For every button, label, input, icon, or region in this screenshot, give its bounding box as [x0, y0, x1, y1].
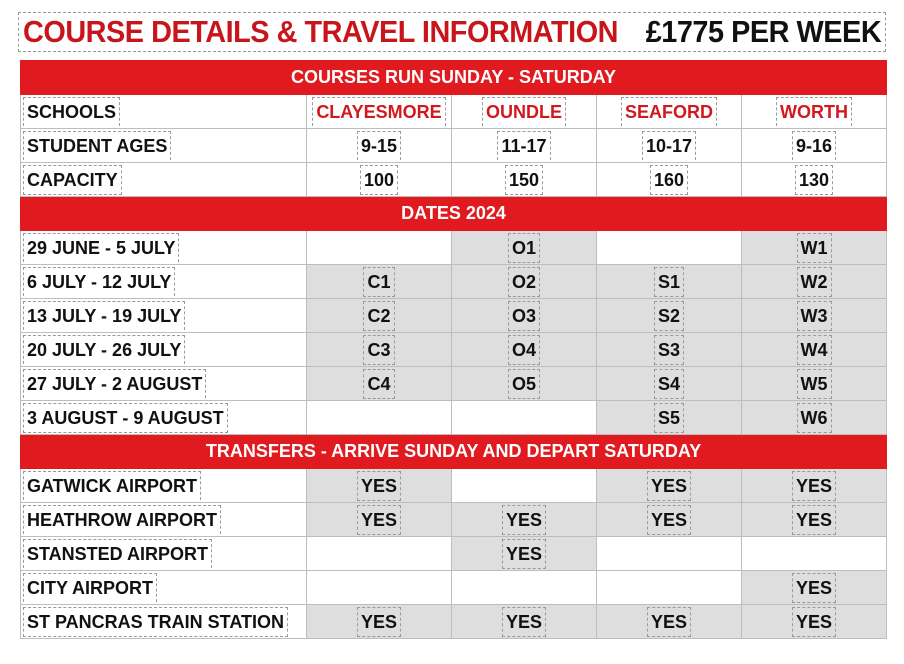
- date-code-cell: [307, 231, 452, 265]
- transfer-value: YES: [792, 505, 836, 535]
- course-code: C1: [363, 267, 394, 297]
- transfer-label: CITY AIRPORT: [23, 573, 157, 602]
- row-label: [21, 503, 307, 537]
- course-code: O3: [508, 301, 540, 331]
- capacity-value: 130: [795, 165, 833, 195]
- row-label: [21, 265, 307, 299]
- courses-band: COURSES RUN SUNDAY - SATURDAY: [21, 61, 887, 95]
- age-cell: [597, 129, 742, 163]
- row-label: [21, 163, 307, 197]
- course-code: C4: [363, 369, 394, 399]
- dates-band: DATES 2024: [21, 197, 887, 231]
- date-code-cell: [307, 401, 452, 435]
- transfer-cell: [597, 537, 742, 571]
- date-label: 27 JULY - 2 AUGUST: [23, 369, 206, 398]
- capacity-value: 150: [505, 165, 543, 195]
- date-code-cell: [597, 231, 742, 265]
- age-cell: [307, 129, 452, 163]
- transfer-value: YES: [647, 471, 691, 501]
- date-code-cell: [452, 333, 597, 367]
- date-label: 6 JULY - 12 JULY: [23, 267, 175, 296]
- date-code-cell: [307, 333, 452, 367]
- school-name: OUNDLE: [482, 97, 566, 126]
- date-code-cell: [307, 265, 452, 299]
- date-label: 13 JULY - 19 JULY: [23, 301, 185, 330]
- date-code-cell: [597, 265, 742, 299]
- course-code: S3: [654, 335, 684, 365]
- date-code-cell: [742, 265, 887, 299]
- capacity-cell: [742, 163, 887, 197]
- course-code: W1: [797, 233, 832, 263]
- row-label: [21, 537, 307, 571]
- row-label: [21, 571, 307, 605]
- course-code: S4: [654, 369, 684, 399]
- capacity-value: 100: [360, 165, 398, 195]
- date-row: [21, 333, 887, 367]
- school-name: SEAFORD: [621, 97, 717, 126]
- date-row: [21, 231, 887, 265]
- capacity-row: [21, 163, 887, 197]
- age-value: 9-16: [792, 131, 836, 160]
- schools-label: SCHOOLS: [23, 97, 120, 126]
- date-code-cell: [742, 333, 887, 367]
- row-label: [21, 367, 307, 401]
- age-cell: [452, 129, 597, 163]
- row-label: [21, 299, 307, 333]
- row-label: [21, 605, 307, 639]
- transfer-cell: [452, 469, 597, 503]
- school-cell: [742, 95, 887, 129]
- capacity-value: 160: [650, 165, 688, 195]
- transfer-cell: [742, 571, 887, 605]
- ages-label: STUDENT AGES: [23, 131, 171, 160]
- header-bar: [18, 12, 886, 52]
- capacity-label: CAPACITY: [23, 165, 122, 195]
- transfers-band: TRANSFERS - ARRIVE SUNDAY AND DEPART SATURDAY: [21, 435, 887, 469]
- course-code: S1: [654, 267, 684, 297]
- date-row: [21, 401, 887, 435]
- course-code: C2: [363, 301, 394, 331]
- transfer-cell: [742, 537, 887, 571]
- school-cell: [597, 95, 742, 129]
- capacity-cell: [452, 163, 597, 197]
- transfer-row: [21, 469, 887, 503]
- transfer-cell: [742, 605, 887, 639]
- date-code-cell: [452, 367, 597, 401]
- course-code: O2: [508, 267, 540, 297]
- date-code-cell: [597, 299, 742, 333]
- course-code: S5: [654, 403, 684, 433]
- transfer-cell: [452, 537, 597, 571]
- date-code-cell: [452, 299, 597, 333]
- date-code-cell: [307, 367, 452, 401]
- course-code: W6: [797, 403, 832, 433]
- row-label: [21, 231, 307, 265]
- date-label: 3 AUGUST - 9 AUGUST: [23, 403, 228, 433]
- transfer-value: YES: [792, 607, 836, 637]
- transfer-cell: [307, 503, 452, 537]
- date-code-cell: [597, 367, 742, 401]
- row-label: [21, 401, 307, 435]
- transfer-value: YES: [647, 607, 691, 637]
- transfer-cell: [307, 469, 452, 503]
- row-label: [21, 129, 307, 163]
- transfer-value: YES: [647, 505, 691, 535]
- date-code-cell: [452, 401, 597, 435]
- transfer-cell: [452, 503, 597, 537]
- school-name: CLAYESMORE: [312, 97, 445, 126]
- date-code-cell: [597, 333, 742, 367]
- transfer-value: YES: [792, 471, 836, 501]
- course-code: W5: [797, 369, 832, 399]
- transfer-value: YES: [357, 607, 401, 637]
- course-code: O5: [508, 369, 540, 399]
- date-code-cell: [742, 299, 887, 333]
- transfer-cell: [597, 469, 742, 503]
- transfer-cell: [307, 571, 452, 605]
- date-label: 29 JUNE - 5 JULY: [23, 233, 179, 262]
- transfer-label: ST PANCRAS TRAIN STATION: [23, 607, 288, 637]
- transfer-row: [21, 571, 887, 605]
- date-code-cell: [452, 265, 597, 299]
- course-code: C3: [363, 335, 394, 365]
- age-value: 10-17: [642, 131, 696, 160]
- transfer-value: YES: [502, 539, 546, 569]
- courses-band-row: [21, 61, 887, 95]
- transfer-row: [21, 503, 887, 537]
- date-code-cell: [742, 401, 887, 435]
- transfer-label: STANSTED AIRPORT: [23, 539, 212, 568]
- page-title: COURSE DETAILS & TRAVEL INFORMATION: [23, 14, 619, 49]
- schools-row: [21, 95, 887, 129]
- transfer-cell: [742, 469, 887, 503]
- transfer-value: YES: [502, 505, 546, 535]
- age-value: 9-15: [357, 131, 401, 160]
- transfer-cell: [452, 571, 597, 605]
- transfer-value: YES: [502, 607, 546, 637]
- course-code: S2: [654, 301, 684, 331]
- age-cell: [742, 129, 887, 163]
- transfer-row: [21, 605, 887, 639]
- dates-band-row: [21, 197, 887, 231]
- date-code-cell: [307, 299, 452, 333]
- transfer-row: [21, 537, 887, 571]
- price-label: £1775 PER WEEK: [645, 14, 881, 49]
- transfer-cell: [597, 571, 742, 605]
- school-cell: [452, 95, 597, 129]
- date-row: [21, 299, 887, 333]
- transfer-label: GATWICK AIRPORT: [23, 471, 201, 500]
- transfer-cell: [742, 503, 887, 537]
- row-label: [21, 95, 307, 129]
- course-table: [20, 60, 887, 639]
- transfer-cell: [597, 605, 742, 639]
- school-name: WORTH: [776, 97, 852, 126]
- date-code-cell: [742, 367, 887, 401]
- transfers-band-row: [21, 435, 887, 469]
- date-code-cell: [452, 231, 597, 265]
- capacity-cell: [597, 163, 742, 197]
- date-row: [21, 367, 887, 401]
- transfer-cell: [307, 537, 452, 571]
- age-value: 11-17: [497, 131, 550, 160]
- transfer-label: HEATHROW AIRPORT: [23, 505, 221, 534]
- transfer-cell: [597, 503, 742, 537]
- school-cell: [307, 95, 452, 129]
- capacity-cell: [307, 163, 452, 197]
- row-label: [21, 469, 307, 503]
- date-code-cell: [597, 401, 742, 435]
- course-code: O1: [508, 233, 540, 263]
- date-code-cell: [742, 231, 887, 265]
- transfer-value: YES: [357, 471, 401, 501]
- row-label: [21, 333, 307, 367]
- transfer-cell: [452, 605, 597, 639]
- transfer-value: YES: [357, 505, 401, 535]
- course-code: W2: [797, 267, 832, 297]
- course-code: W3: [797, 301, 832, 331]
- ages-row: [21, 129, 887, 163]
- transfer-cell: [307, 605, 452, 639]
- transfer-value: YES: [792, 573, 836, 603]
- course-code: W4: [797, 335, 832, 365]
- date-row: [21, 265, 887, 299]
- date-label: 20 JULY - 26 JULY: [23, 335, 185, 364]
- course-code: O4: [508, 335, 540, 365]
